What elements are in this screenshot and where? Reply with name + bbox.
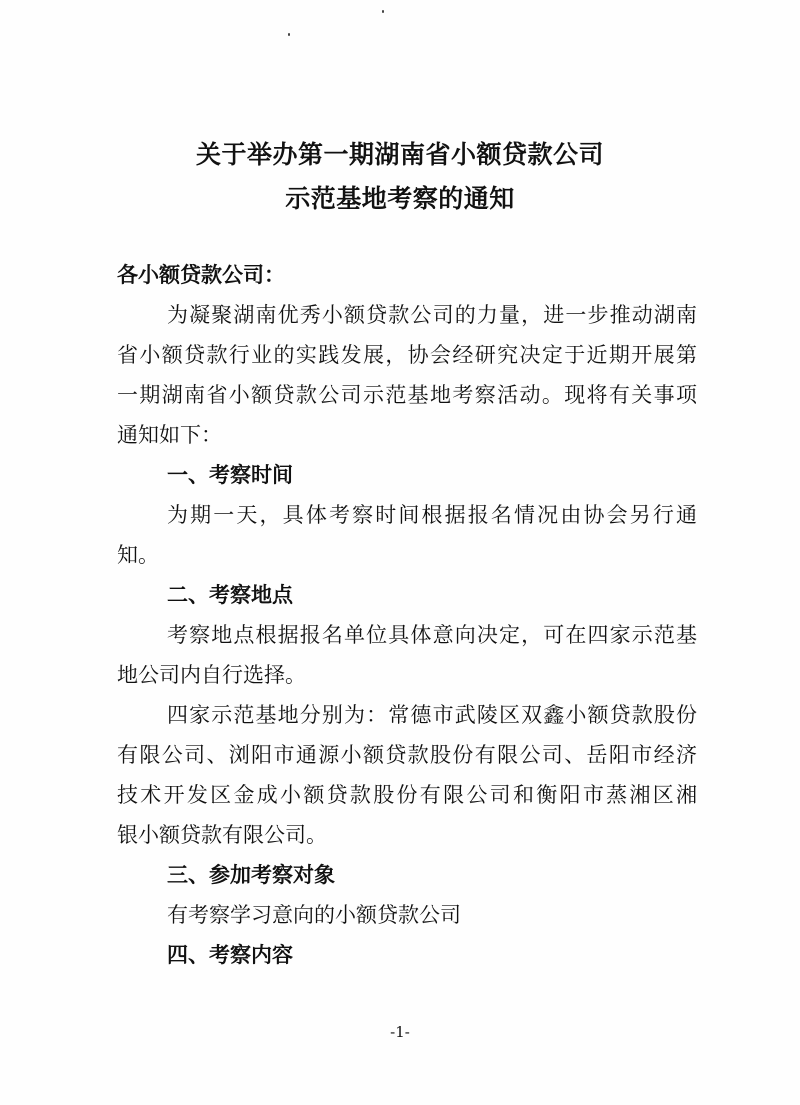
intro-line: 为凝聚湖南优秀小额贷款公司的力量，进一步推动湖南 bbox=[167, 303, 697, 327]
page-number: -1- bbox=[390, 1023, 410, 1041]
scan-speck bbox=[382, 10, 384, 13]
document-body bbox=[117, 255, 697, 975]
section-line: 知。 bbox=[117, 543, 159, 567]
section-line: 四家示范基地分别为：常德市武陵区双鑫小额贷款股份 bbox=[167, 703, 697, 727]
section-heading: 一、考察时间 bbox=[167, 462, 293, 487]
scan-speck bbox=[288, 33, 290, 36]
section-line: 技术开发区金成小额贷款股份有限公司和衡阳市蒸湘区湘 bbox=[117, 783, 697, 807]
section-line: 考察地点根据报名单位具体意向决定，可在四家示范基 bbox=[167, 623, 697, 647]
section-heading: 四、考察内容 bbox=[167, 942, 293, 967]
section-line: 地公司内自行选择。 bbox=[117, 663, 306, 687]
section-line: 有考察学习意向的小额贷款公司 bbox=[167, 903, 461, 927]
document-title-line-1: 关于举办第一期湖南省小额贷款公司 bbox=[195, 140, 604, 169]
intro-line: 一期湖南省小额贷款公司示范基地考察活动。现将有关事项 bbox=[117, 383, 697, 407]
section-line: 银小额贷款有限公司。 bbox=[117, 823, 327, 847]
section-heading: 三、参加考察对象 bbox=[167, 862, 335, 887]
intro-line: 省小额贷款行业的实践发展，协会经研究决定于近期开展第 bbox=[117, 343, 697, 367]
document-title-line-2: 示范基地考察的通知 bbox=[285, 184, 515, 213]
salutation: 各小额贷款公司： bbox=[117, 262, 285, 287]
intro-line: 通知如下： bbox=[117, 423, 222, 447]
section-line: 为期一天，具体考察时间根据报名情况由协会另行通 bbox=[167, 503, 697, 527]
section-line: 有限公司、浏阳市通源小额贷款股份有限公司、岳阳市经济 bbox=[117, 743, 697, 767]
section-heading: 二、考察地点 bbox=[167, 582, 293, 607]
